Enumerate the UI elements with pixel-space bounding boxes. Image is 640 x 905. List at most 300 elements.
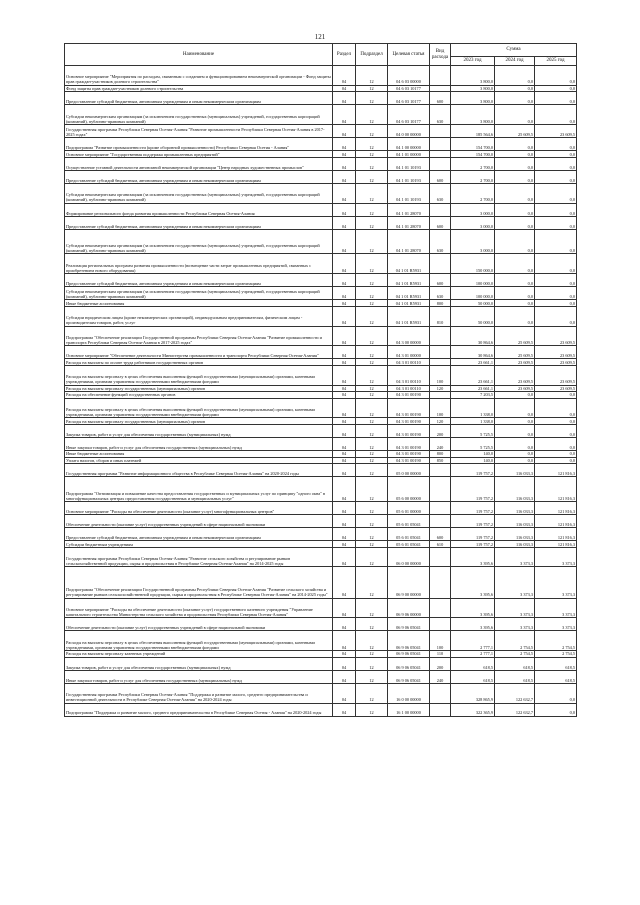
row-expense-type: 240: [430, 438, 451, 451]
row-sum-2024: 3 373,3: [495, 618, 535, 631]
row-sum-2025: 2 754,5: [535, 631, 577, 651]
table-row: [65, 438, 577, 451]
row-target-article: 04 3 01 00190: [388, 392, 430, 399]
row-podrazdel: 12: [356, 651, 388, 658]
row-sum-2023: 119 757,2: [451, 515, 495, 528]
row-sum-2025: 23 609,5: [535, 346, 577, 359]
row-sum-2024: 0,0: [495, 85, 535, 92]
row-razdel: 04: [333, 287, 356, 300]
row-name: Обеспечение деятельности (оказание услуг) государственных учреждений в сфере национальной экономики: [65, 618, 333, 631]
row-sum-2024: 122 632,7: [495, 703, 535, 716]
row-sum-2024: 23 609,5: [495, 359, 535, 366]
row-podrazdel: 12: [356, 618, 388, 631]
row-razdel: 04: [333, 216, 356, 229]
row-podrazdel: 12: [356, 547, 388, 567]
row-razdel: 04: [333, 418, 356, 425]
row-sum-2024: 0,0: [495, 398, 535, 418]
row-target-article: 04 1 01 R5931: [388, 254, 430, 274]
row-podrazdel: 12: [356, 464, 388, 477]
row-expense-type: 600: [430, 528, 451, 541]
row-name: Расходы на выплаты персоналу в целях обеспечения выполнения функций государственными (муниципальными) органами, казенными учреждениями, органами управления государственными внебюджетными фондами: [65, 398, 333, 418]
table-row: [65, 515, 577, 528]
row-podrazdel: 12: [356, 477, 388, 502]
table-row: [65, 657, 577, 670]
row-podrazdel: 12: [356, 683, 388, 703]
row-name: Субсидии некоммерческим организациям (за исключением государственных (муниципальных) учреждений, государственных корпораций (компаний), публично-правовых компаний): [65, 183, 333, 203]
row-sum-2023: 3 000,0: [451, 229, 495, 254]
table-row: [65, 528, 577, 541]
row-sum-2025: 121 816,3: [535, 541, 577, 548]
row-podrazdel: 12: [356, 657, 388, 670]
row-sum-2024: 3 373,3: [495, 547, 535, 567]
header-year-2024: 2024 год: [495, 57, 535, 66]
row-sum-2024: 122 632,7: [495, 683, 535, 703]
row-expense-type: [430, 157, 451, 170]
row-expense-type: 610: [430, 541, 451, 548]
row-name: Формирование регионального фонда развития промышленности Республики Северная Осетия-Алания: [65, 203, 333, 216]
row-expense-type: 800: [430, 300, 451, 307]
row-razdel: 04: [333, 254, 356, 274]
row-razdel: 04: [333, 326, 356, 346]
row-razdel: 04: [333, 651, 356, 658]
row-target-article: 04 3 01 00000: [388, 346, 430, 359]
row-podrazdel: 12: [356, 359, 388, 366]
row-sum-2023: 154 700,0: [451, 151, 495, 158]
row-name: Государственная программа "Развитие информационного общества в Республике Северная Осетия-Алания" на 2020-2024 годы: [65, 464, 333, 477]
row-sum-2024: 2 754,5: [495, 631, 535, 651]
row-podrazdel: 12: [356, 157, 388, 170]
table-row: [65, 683, 577, 703]
row-name: Подпрограмма "Обеспечение реализации Государственной программы Республики Северная Осетия-Алания "Развитие сельского хозяйства и регулирование рынков сельскохозяйственной продукции, сырья и продовольствия в Республике Северная Осетия-Алания" на 2014-2025 годы": [65, 567, 333, 598]
row-expense-type: [430, 66, 451, 86]
row-sum-2023: 119 757,2: [451, 464, 495, 477]
row-razdel: 04: [333, 424, 356, 437]
row-podrazdel: 12: [356, 92, 388, 105]
row-target-article: 04 1 00 00000: [388, 138, 430, 151]
row-name: Расходы на выплаты персоналу государственных (муниципальных) органов: [65, 418, 333, 425]
table-row: [65, 501, 577, 514]
header-name: Наименование: [65, 44, 333, 66]
row-name: Государственная программа Республики Северная Осетия-Алания "Поддержка и развитие малого, среднего предпринимательства и инвестиционной деятельности в Республике Северная Осетия-Алания" на 2020-2024 годы: [65, 683, 333, 703]
row-sum-2024: 0,0: [495, 229, 535, 254]
row-name: Обеспечение деятельности (оказание услуг) государственных учреждений в сфере национальной экономики: [65, 515, 333, 528]
row-sum-2023: 100 000,0: [451, 287, 495, 300]
row-sum-2024: 0,0: [495, 457, 535, 464]
row-sum-2025: 0,0: [535, 683, 577, 703]
row-podrazdel: 12: [356, 424, 388, 437]
row-name: Основное мероприятие "Обеспечение деятельности Министерства промышленности и транспорта Республики Северная Осетия-Алания": [65, 346, 333, 359]
row-sum-2025: 0,0: [535, 457, 577, 464]
row-sum-2023: 50 000,0: [451, 306, 495, 326]
row-sum-2023: 3 395,6: [451, 618, 495, 631]
row-name: Субсидии некоммерческим организациям (за исключением государственных (муниципальных) учреждений, государственных корпораций (компаний), публично-правовых компаний): [65, 287, 333, 300]
row-razdel: 04: [333, 229, 356, 254]
row-expense-type: [430, 477, 451, 502]
table-row: [65, 598, 577, 618]
row-target-article: 06 9 06 05041: [388, 651, 430, 658]
row-sum-2024: 0,0: [495, 105, 535, 125]
row-sum-2024: 618,5: [495, 670, 535, 683]
table-row: [65, 398, 577, 418]
row-sum-2023: 23 661,1: [451, 365, 495, 385]
row-target-article: 04 1 01 10193: [388, 157, 430, 170]
row-sum-2024: 116 033,3: [495, 541, 535, 548]
row-podrazdel: 12: [356, 346, 388, 359]
row-sum-2025: 0,0: [535, 66, 577, 86]
row-sum-2024: 0,0: [495, 92, 535, 105]
row-expense-type: 100: [430, 398, 451, 418]
row-sum-2024: 0,0: [495, 66, 535, 86]
row-expense-type: 810: [430, 306, 451, 326]
row-expense-type: [430, 125, 451, 138]
table-row: [65, 631, 577, 651]
row-razdel: 04: [333, 451, 356, 458]
row-target-article: 04 0 00 00000: [388, 125, 430, 138]
row-sum-2023: 185 564,6: [451, 125, 495, 138]
row-target-article: 05 0 00 00000: [388, 464, 430, 477]
row-podrazdel: 12: [356, 418, 388, 425]
row-target-article: 04 6 03 00000: [388, 66, 430, 86]
row-sum-2025: 121 816,3: [535, 464, 577, 477]
row-expense-type: [430, 326, 451, 346]
row-sum-2025: 0,0: [535, 703, 577, 716]
row-podrazdel: 12: [356, 254, 388, 274]
row-razdel: 04: [333, 300, 356, 307]
row-target-article: 04 3 01 00190: [388, 451, 430, 458]
row-sum-2024: 23 609,5: [495, 385, 535, 392]
row-razdel: 04: [333, 183, 356, 203]
row-sum-2025: 0,0: [535, 418, 577, 425]
row-podrazdel: 12: [356, 203, 388, 216]
row-target-article: 06 0 00 00000: [388, 547, 430, 567]
row-sum-2023: 618,5: [451, 657, 495, 670]
row-podrazdel: 12: [356, 598, 388, 618]
row-razdel: 04: [333, 464, 356, 477]
row-razdel: 04: [333, 618, 356, 631]
row-sum-2023: 5 725,5: [451, 424, 495, 437]
row-expense-type: 120: [430, 385, 451, 392]
row-sum-2025: 23 609,5: [535, 326, 577, 346]
row-expense-type: 850: [430, 457, 451, 464]
row-sum-2025: 121 816,3: [535, 501, 577, 514]
row-target-article: 04 1 01 00000: [388, 151, 430, 158]
row-sum-2025: 0,0: [535, 183, 577, 203]
row-razdel: 04: [333, 567, 356, 598]
row-name: Расходы на выплаты персоналу государственных (муниципальных) органов: [65, 385, 333, 392]
row-target-article: 04 1 01 28070: [388, 216, 430, 229]
row-sum-2024: 0,0: [495, 438, 535, 451]
row-sum-2025: 2 754,5: [535, 651, 577, 658]
table-row: [65, 66, 577, 86]
row-sum-2024: 618,5: [495, 657, 535, 670]
row-expense-type: [430, 203, 451, 216]
row-podrazdel: 12: [356, 229, 388, 254]
table-row: [65, 92, 577, 105]
table-row: [65, 346, 577, 359]
row-target-article: 04 1 01 28070: [388, 229, 430, 254]
row-target-article: 06 9 06 05041: [388, 657, 430, 670]
row-sum-2025: 121 816,3: [535, 515, 577, 528]
row-name: Расходы на обеспечение функций государственных органов: [65, 392, 333, 399]
row-sum-2024: 0,0: [495, 418, 535, 425]
row-sum-2025: 0,0: [535, 138, 577, 151]
table-row: [65, 203, 577, 216]
row-expense-type: 200: [430, 424, 451, 437]
row-sum-2023: 3 800,0: [451, 92, 495, 105]
row-sum-2025: 3 373,3: [535, 567, 577, 598]
row-sum-2025: 23 609,5: [535, 365, 577, 385]
row-expense-type: [430, 464, 451, 477]
row-razdel: 04: [333, 670, 356, 683]
row-sum-2024: 0,0: [495, 306, 535, 326]
row-podrazdel: 12: [356, 631, 388, 651]
row-target-article: 04 1 01 28070: [388, 203, 430, 216]
row-razdel: 04: [333, 157, 356, 170]
table-row: [65, 306, 577, 326]
row-sum-2024: 25 609,5: [495, 326, 535, 346]
row-sum-2024: 0,0: [495, 300, 535, 307]
row-sum-2025: 0,0: [535, 203, 577, 216]
row-name: Расходы на выплаты по оплате труда работников государственных органов: [65, 359, 333, 366]
row-sum-2024: 116 033,3: [495, 477, 535, 502]
row-sum-2025: 0,0: [535, 216, 577, 229]
row-expense-type: 800: [430, 451, 451, 458]
row-sum-2023: 2 700,0: [451, 157, 495, 170]
row-sum-2024: 3 373,3: [495, 567, 535, 598]
row-sum-2023: 1 338,0: [451, 418, 495, 425]
row-expense-type: 120: [430, 418, 451, 425]
row-podrazdel: 12: [356, 125, 388, 138]
row-sum-2023: 618,5: [451, 670, 495, 683]
table-row: [65, 326, 577, 346]
row-target-article: 04 3 01 00190: [388, 457, 430, 464]
row-razdel: 04: [333, 125, 356, 138]
row-sum-2024: 0,0: [495, 451, 535, 458]
row-sum-2023: 119 757,2: [451, 528, 495, 541]
row-sum-2024: 0,0: [495, 170, 535, 183]
row-sum-2023: 2 700,0: [451, 183, 495, 203]
row-sum-2023: 328 865,9: [451, 683, 495, 703]
table-row: [65, 274, 577, 287]
row-podrazdel: 12: [356, 703, 388, 716]
table-row: [65, 216, 577, 229]
row-sum-2024: 116 033,3: [495, 464, 535, 477]
row-sum-2024: 0,0: [495, 216, 535, 229]
row-podrazdel: 12: [356, 138, 388, 151]
row-razdel: 04: [333, 683, 356, 703]
row-expense-type: 630: [430, 105, 451, 125]
row-sum-2023: 30 864,6: [451, 326, 495, 346]
row-target-article: 04 6 03 10177: [388, 105, 430, 125]
row-name: Фонд защиты прав граждан-участников долевого строительства: [65, 85, 333, 92]
row-razdel: 04: [333, 92, 356, 105]
row-podrazdel: 12: [356, 438, 388, 451]
page-number: 121: [314, 33, 326, 41]
row-sum-2023: 150 000,0: [451, 254, 495, 274]
row-target-article: 06 9 00 00000: [388, 567, 430, 598]
row-sum-2023: 1 338,0: [451, 398, 495, 418]
row-expense-type: [430, 618, 451, 631]
header-year-2023: 2023 год: [451, 57, 495, 66]
row-sum-2024: 116 033,3: [495, 501, 535, 514]
table-row: [65, 287, 577, 300]
row-name: Иные бюджетные ассигнования: [65, 451, 333, 458]
row-sum-2025: 0,0: [535, 229, 577, 254]
budget-table: [64, 43, 577, 717]
row-razdel: 04: [333, 385, 356, 392]
row-razdel: 04: [333, 105, 356, 125]
table-row: [65, 157, 577, 170]
row-podrazdel: 12: [356, 451, 388, 458]
row-name: Субсидии некоммерческим организациям (за исключением государственных (муниципальных) учреждений, государственных корпораций (компаний), публично-правовых компаний): [65, 229, 333, 254]
row-sum-2023: 3 800,0: [451, 105, 495, 125]
row-razdel: 04: [333, 359, 356, 366]
row-podrazdel: 12: [356, 183, 388, 203]
row-expense-type: 630: [430, 229, 451, 254]
row-sum-2025: 0,0: [535, 424, 577, 437]
row-expense-type: [430, 254, 451, 274]
table-row: [65, 567, 577, 598]
row-name: Государственная программа Республики Северная Осетия-Алания "Развитие сельского хозяйства и регулирование рынков сельскохозяйственной продукции, сырья и продовольствия в Республике Северная Осетия-Алания" на 2014-2025 годы: [65, 547, 333, 567]
row-podrazdel: 12: [356, 398, 388, 418]
row-podrazdel: 12: [356, 457, 388, 464]
table-row: [65, 105, 577, 125]
row-sum-2025: 0,0: [535, 300, 577, 307]
row-name: Подпрограмма "Оптимизация и повышение качества предоставления государственных и муниципальных услуг по принципу "одного окна" в многофункциональных центрах предоставления государственных и муниципальных услуг": [65, 477, 333, 502]
table-row: [65, 125, 577, 138]
row-sum-2025: 618,5: [535, 670, 577, 683]
row-podrazdel: 12: [356, 541, 388, 548]
row-expense-type: [430, 515, 451, 528]
row-expense-type: 100: [430, 365, 451, 385]
row-name: Предоставление субсидий бюджетным, автономным учреждениям и иным некоммерческим организациям: [65, 216, 333, 229]
row-name: Основное мероприятие "Мероприятия по расходам, связанным с созданием и функционированием некоммерческой организации - Фонд защиты прав граждан-участников долевого строительства": [65, 66, 333, 86]
row-podrazdel: 12: [356, 528, 388, 541]
row-podrazdel: 12: [356, 105, 388, 125]
row-target-article: 05 6 00 00000: [388, 477, 430, 502]
row-sum-2024: 116 033,3: [495, 515, 535, 528]
row-name: Предоставление субсидий бюджетным, автономным учреждениям и иным некоммерческим организациям: [65, 274, 333, 287]
row-sum-2024: 0,0: [495, 203, 535, 216]
row-razdel: 04: [333, 365, 356, 385]
row-sum-2024: 0,0: [495, 392, 535, 399]
row-sum-2025: 23 609,5: [535, 359, 577, 366]
row-sum-2023: 322 365,9: [451, 703, 495, 716]
row-razdel: 04: [333, 703, 356, 716]
row-sum-2025: 3 373,3: [535, 547, 577, 567]
row-target-article: 04 1 01 R5931: [388, 274, 430, 287]
header-razdel: Раздел: [333, 44, 356, 66]
row-sum-2023: 2 777,1: [451, 651, 495, 658]
row-podrazdel: 12: [356, 287, 388, 300]
row-target-article: 16 0 00 00000: [388, 683, 430, 703]
row-sum-2024: 3 373,3: [495, 598, 535, 618]
row-razdel: 04: [333, 85, 356, 92]
row-sum-2025: 0,0: [535, 451, 577, 458]
row-podrazdel: 12: [356, 326, 388, 346]
row-target-article: 04 3 01 00110: [388, 385, 430, 392]
row-razdel: 04: [333, 170, 356, 183]
row-sum-2023: 100 000,0: [451, 274, 495, 287]
row-sum-2023: 7 203,5: [451, 392, 495, 399]
row-sum-2023: 3 000,0: [451, 216, 495, 229]
row-sum-2024: 25 609,5: [495, 346, 535, 359]
row-sum-2023: 23 661,1: [451, 359, 495, 366]
row-sum-2023: 119 757,2: [451, 477, 495, 502]
row-sum-2023: 119 757,2: [451, 541, 495, 548]
table-row: [65, 703, 577, 716]
row-razdel: 04: [333, 274, 356, 287]
row-sum-2023: 23 661,1: [451, 385, 495, 392]
row-sum-2025: 0,0: [535, 105, 577, 125]
row-expense-type: [430, 501, 451, 514]
row-podrazdel: 12: [356, 66, 388, 86]
row-target-article: 04 1 01 10193: [388, 183, 430, 203]
row-podrazdel: 12: [356, 274, 388, 287]
row-target-article: 04 3 01 00110: [388, 359, 430, 366]
row-podrazdel: 12: [356, 151, 388, 158]
row-name: Подпрограмма "Поддержка и развитие малого, среднего предпринимательства в Республике Северная Осетия - Алания" на 2020-2024 годы: [65, 703, 333, 716]
row-razdel: 04: [333, 598, 356, 618]
row-sum-2025: 23 609,5: [535, 125, 577, 138]
row-sum-2024: 23 609,5: [495, 365, 535, 385]
table-row: [65, 138, 577, 151]
row-sum-2025: 0,0: [535, 392, 577, 399]
row-sum-2023: 140,0: [451, 451, 495, 458]
table-row: [65, 464, 577, 477]
row-expense-type: 600: [430, 170, 451, 183]
row-expense-type: 110: [430, 651, 451, 658]
row-name: Иные закупки товаров, работ и услуг для обеспечения государственных (муниципальных) нужд: [65, 438, 333, 451]
row-name: Подпрограмма "Обеспечение реализации Государственной программы Республики Северная Осетия-Алания "Развитие промышленности и транспорта Республики Северная Осетия-Алания в 2017-2025 годах": [65, 326, 333, 346]
row-name: Закупка товаров, работ и услуг для обеспечения государственных (муниципальных) нужд: [65, 657, 333, 670]
row-sum-2025: 0,0: [535, 254, 577, 274]
row-target-article: 06 9 06 05041: [388, 618, 430, 631]
row-name: Подпрограмма "Развитие промышленности (кроме оборонной промышленности) Республики Северная Осетия - Алания": [65, 138, 333, 151]
row-sum-2025: 0,0: [535, 170, 577, 183]
row-name: Предоставление субсидий бюджетным, автономным учреждениям и иным некоммерческим организациям: [65, 170, 333, 183]
row-sum-2025: 0,0: [535, 306, 577, 326]
row-podrazdel: 12: [356, 306, 388, 326]
table-row: [65, 170, 577, 183]
row-sum-2023: 50 000,0: [451, 300, 495, 307]
row-sum-2023: 30 864,6: [451, 346, 495, 359]
table-row: [65, 424, 577, 437]
row-sum-2024: 0,0: [495, 274, 535, 287]
row-podrazdel: 12: [356, 501, 388, 514]
row-target-article: 04 1 01 10193: [388, 170, 430, 183]
row-sum-2023: 5 725,5: [451, 438, 495, 451]
table-row: [65, 547, 577, 567]
row-sum-2024: 0,0: [495, 424, 535, 437]
row-sum-2025: 0,0: [535, 398, 577, 418]
row-target-article: 04 6 03 10177: [388, 85, 430, 92]
row-sum-2023: 3 395,6: [451, 547, 495, 567]
row-razdel: 04: [333, 657, 356, 670]
header-podrazdel: Подраздел: [356, 44, 388, 66]
row-target-article: 05 6 01 05041: [388, 528, 430, 541]
row-podrazdel: 12: [356, 515, 388, 528]
row-podrazdel: 12: [356, 385, 388, 392]
table-row: [65, 229, 577, 254]
row-target-article: 16 1 00 00000: [388, 703, 430, 716]
row-target-article: 05 6 01 05041: [388, 541, 430, 548]
row-expense-type: 600: [430, 92, 451, 105]
row-name: Расходы на выплаты персоналу в целях обеспечения выполнения функций государственными (муниципальными) органами, казенными учреждениями, органами управления государственными внебюджетными фондами: [65, 365, 333, 385]
row-razdel: 04: [333, 138, 356, 151]
row-sum-2025: 0,0: [535, 157, 577, 170]
row-target-article: 04 3 01 00110: [388, 365, 430, 385]
